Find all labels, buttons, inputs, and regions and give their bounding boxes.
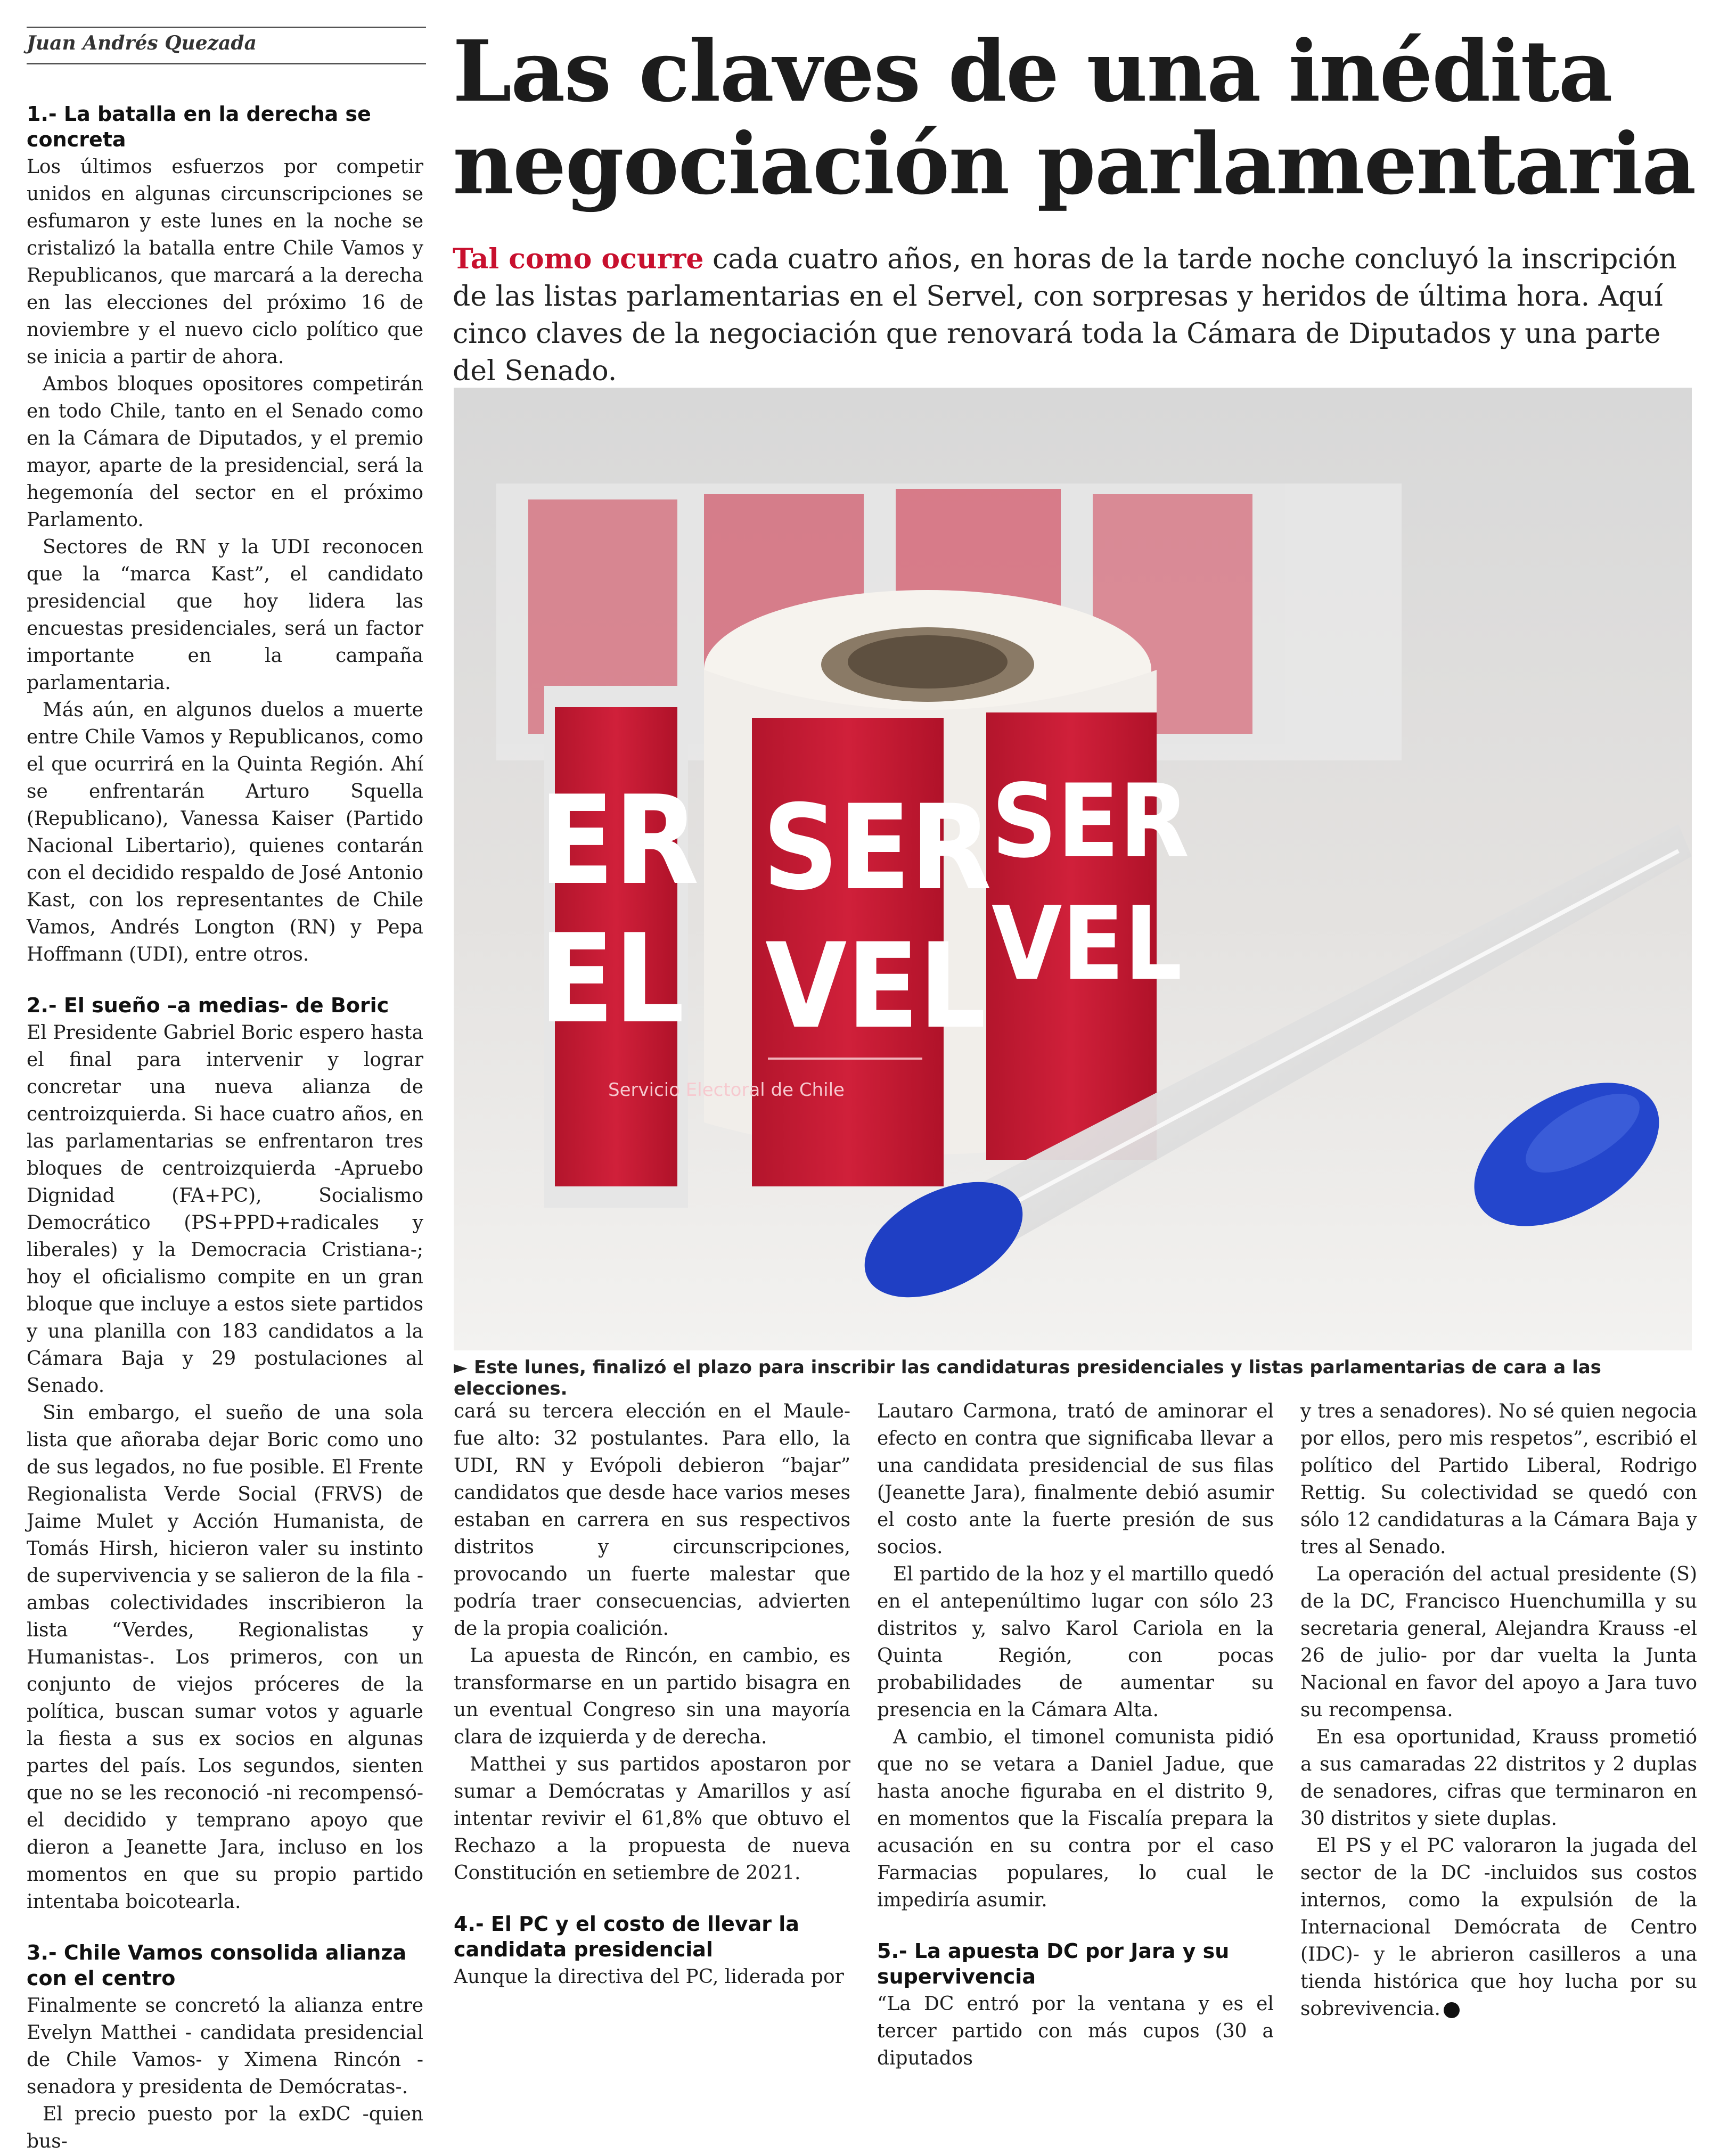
end-of-article-dot-icon: [1444, 2002, 1460, 2018]
section-2-paragraph: El Presidente Gabriel Boric espero hasta el final para intervenir y lograr concretar una nueva alianza de centroizquierda. Si hace cuatro años, en las parlamentarias se enfrentaron tres bloques de centroizquierda -Apruebo Dignidad (FA+PC), Socialismo Democrático (PS+PPD+radicales y liberales) y la Democracia Cristiana-; hoy el oficialismo compite en un gran bloque que incluye a estos siete partidos y una planilla con 183 candidatos a la Cámara Baja y 29 postulaciones al Senado.: [27, 1022, 423, 1397]
section-5-paragraph: [1300, 1832, 1697, 2022]
roll-label-vel-center: VEL: [765, 918, 986, 1054]
section-3-paragraph: Finalmente se concretó la alianza entre Evelyn Matthei - candidata presidencial de Chile Vamos- y Ximena Rincón -senadora y presidenta de Demócratas-.: [27, 1995, 423, 2098]
lead-paragraph: [453, 241, 1677, 390]
section-1-paragraph: Los últimos esfuerzos por competir unidos en algunas circunscripciones se esfumaron y este lunes en la noche se cristalizó la batalla entre Chile Vamos y Republicanos, que marcará a la derecha en las elecciones del próximo 16 de noviembre y el nuevo ciclo político que se inicia a partir de ahora.: [27, 156, 423, 368]
headline: Las claves de una inédita negociación parlamentaria: [453, 22, 1696, 214]
section-4-paragraph: A cambio, el timonel comunista pidió que no se vetara a Daniel Jadue, que hasta anoche figuraba en el distrito 9, en momentos que la Fiscalía prepara la acusación en su contra por el caso Farmacias populares, lo cual le impediría asumir.: [877, 1726, 1274, 1911]
section-3-paragraph: cará su tercera elección en el Maule- fue alto: 32 postulantes. Para ello, la UDI, RN y Evópoli debieron “bajar” candidatos que desde hace varios meses estaban en carrera en sus respectivos distritos y circunscripciones, provocando un fuerte malestar que podría traer consecuencias, advierten de la propia coalición.: [454, 1400, 850, 1640]
section-1-paragraph: Sectores de RN y la UDI reconocen que la “marca Kast”, el candidato presidencial que hoy lidera las encuestas presidenciales, será un factor importante en la campaña parlamentaria.: [27, 536, 423, 694]
byline-top-rule: [27, 27, 426, 28]
lead-highlight: Tal como ocurre: [453, 243, 704, 275]
section-3-paragraph: El precio puesto por la exDC -quien bus-: [27, 2103, 423, 2152]
section-2-paragraph: Sin embargo, el sueño de una sola lista que añoraba dejar Boric como uno de sus legados, no fue posible. El Frente Regionalista Verde Social (FRVS) de Jaime Mulet y Acción Humanista, de Tomás Hirsh, hicieron valer su instinto de supervivencia y se salieron de la fila -ambas colectividades inscribieron la lista “Verdes, Regionalistas y Humanistas-. Los primeros, con un conjunto de viejos próceres de la política, buscan sumar votos y aguarle la fiesta a sus ex socios en algunas partes del país. Los segundos, sienten que no se les reconoció -ni recompensó- el decidido y temprano apoyo que dieron a Jeanette Jara, incluso en los momentos en que su propio partido intentaba boicotearla.: [27, 1402, 423, 1913]
section-5-paragraph: La operación del actual presidente (S) de la DC, Francisco Huenchumilla y su secretaria general, Alejandra Krauss -el 26 de julio- por dar vuelta la Junta Nacional en favor del apoyo a Jara tuvo su recompensa.: [1300, 1563, 1697, 1721]
roll-small-label: Servicio Electoral de Chile: [608, 1079, 845, 1101]
roll-label-vel-left: EL: [539, 908, 685, 1051]
servel-sticker-roll-illustration: [454, 388, 1692, 1350]
section-4-paragraph: Aunque la directiva del PC, liderada por: [454, 1966, 844, 1988]
section-5-paragraph: “La DC entró por la ventana y es el tercer partido con más cupos (30 a diputados: [877, 1993, 1274, 2069]
photo-caption: ► Este lunes, finalizó el plazo para inscribir las candidaturas presidenciales y listas parlamentarias de cara a las elecciones.: [454, 1357, 1601, 1399]
section-1-paragraph: Ambos bloques opositores competirán en todo Chile, tanto en el Senado como en la Cámara de Diputados, y el premio mayor, aparte de la presidencial, será la hegemonía del sector en el próximo Parlamento.: [27, 373, 423, 531]
article-photo: [454, 388, 1692, 1350]
lead-text: cada cuatro años, en horas de la tarde noche concluyó la inscripción de las listas parlamentarias en el Servel, con sorpresas y heridos de última hora. Aquí cinco claves de la negociación que renovará toda la Cámara de Diputados y una parte del Senado.: [453, 243, 1677, 387]
section-3-paragraph: Matthei y sus partidos apostaron por sumar a Demócratas y Amarillos y así intentar revivir el 61,8% que obtuvo el Rechazo a la propuesta de nueva Constitución en setiembre de 2021.: [454, 1754, 850, 1884]
roll-label-ser-left: ER: [539, 770, 699, 912]
column-1: [27, 101, 423, 2155]
column-3: [877, 1398, 1274, 2072]
byline: Juan Andrés Quezada: [27, 32, 257, 54]
roll-label-vel-right: VEL: [992, 885, 1183, 1003]
section-1-paragraph: Más aún, en algunos duelos a muerte entre Chile Vamos y Republicanos, como el que ocurrirá en la Quinta Región. Ahí se enfrentarán Arturo Squella (Republicano), Vanessa Kaiser (Partido Nacional Libertario), quienes contarán con el decidido respaldo de José Antonio Kast, con los representantes de Chile Vamos, Andrés Longton (RN) y Pepa Hoffmann (UDI), entre otros.: [27, 699, 423, 965]
section-1-heading: 1.- La batalla en la derecha se concreta: [27, 102, 371, 151]
section-3-paragraph: La apuesta de Rincón, en cambio, es transformarse en un partido bisagra en un eventual Congreso sin una mayoría clara de izquierda y de derecha.: [454, 1645, 850, 1748]
byline-bottom-rule: [27, 63, 426, 64]
final-paragraph-text: El PS y el PC valoraron la jugada del sector de la DC -incluidos sus costos internos, como la expulsión de la Internacional Demócrata de Centro (IDC)- y le abrieron casilleros a una tienda histórica que hoy lucha por su sobrevivencia.: [1300, 1835, 1697, 2020]
section-4-paragraph: El partido de la hoz y el martillo quedó en el antepenúltimo lugar con sólo 23 distritos y, salvo Karol Cariola en la Quinta Región, con pocas probabilidades de aumentar su presencia en la Cámara Alta.: [877, 1563, 1274, 1721]
section-4-heading: 4.- El PC y el costo de llevar la candidata presidencial: [454, 1912, 799, 1961]
roll-label-ser-right: SER: [992, 763, 1190, 880]
section-5-paragraph: y tres a senadores). No sé quien negocia por ellos, pero mis respetos”, escribió el político del Partido Liberal, Rodrigo Rettig. Su colectividad se quedó con sólo 12 candidaturas a la Cámara Baja y tres al Senado.: [1300, 1400, 1697, 1558]
section-5-heading: 5.- La apuesta DC por Jara y su supervivencia: [877, 1939, 1230, 1988]
roll-label-ser-center: SER: [763, 780, 992, 916]
section-3-heading: 3.- Chile Vamos consolida alianza con el centro: [27, 1941, 407, 1990]
section-5-paragraph: En esa oportunidad, Krauss prometió a sus camaradas 22 distritos y 2 duplas de senadores, cifras que terminaron en 30 distritos y siete duplas.: [1300, 1726, 1697, 1830]
section-4-paragraph: Lautaro Carmona, trató de aminorar el efecto en contra que significaba llevar a una candidata presidencial de sus filas (Jeanette Jara), finalmente debió asumir el costo ante la fuerte presión de sus socios.: [877, 1400, 1274, 1558]
column-2: [454, 1398, 850, 1990]
column-4: [1300, 1398, 1697, 2022]
section-2-heading: 2.- El sueño –a medias- de Boric: [27, 994, 389, 1017]
